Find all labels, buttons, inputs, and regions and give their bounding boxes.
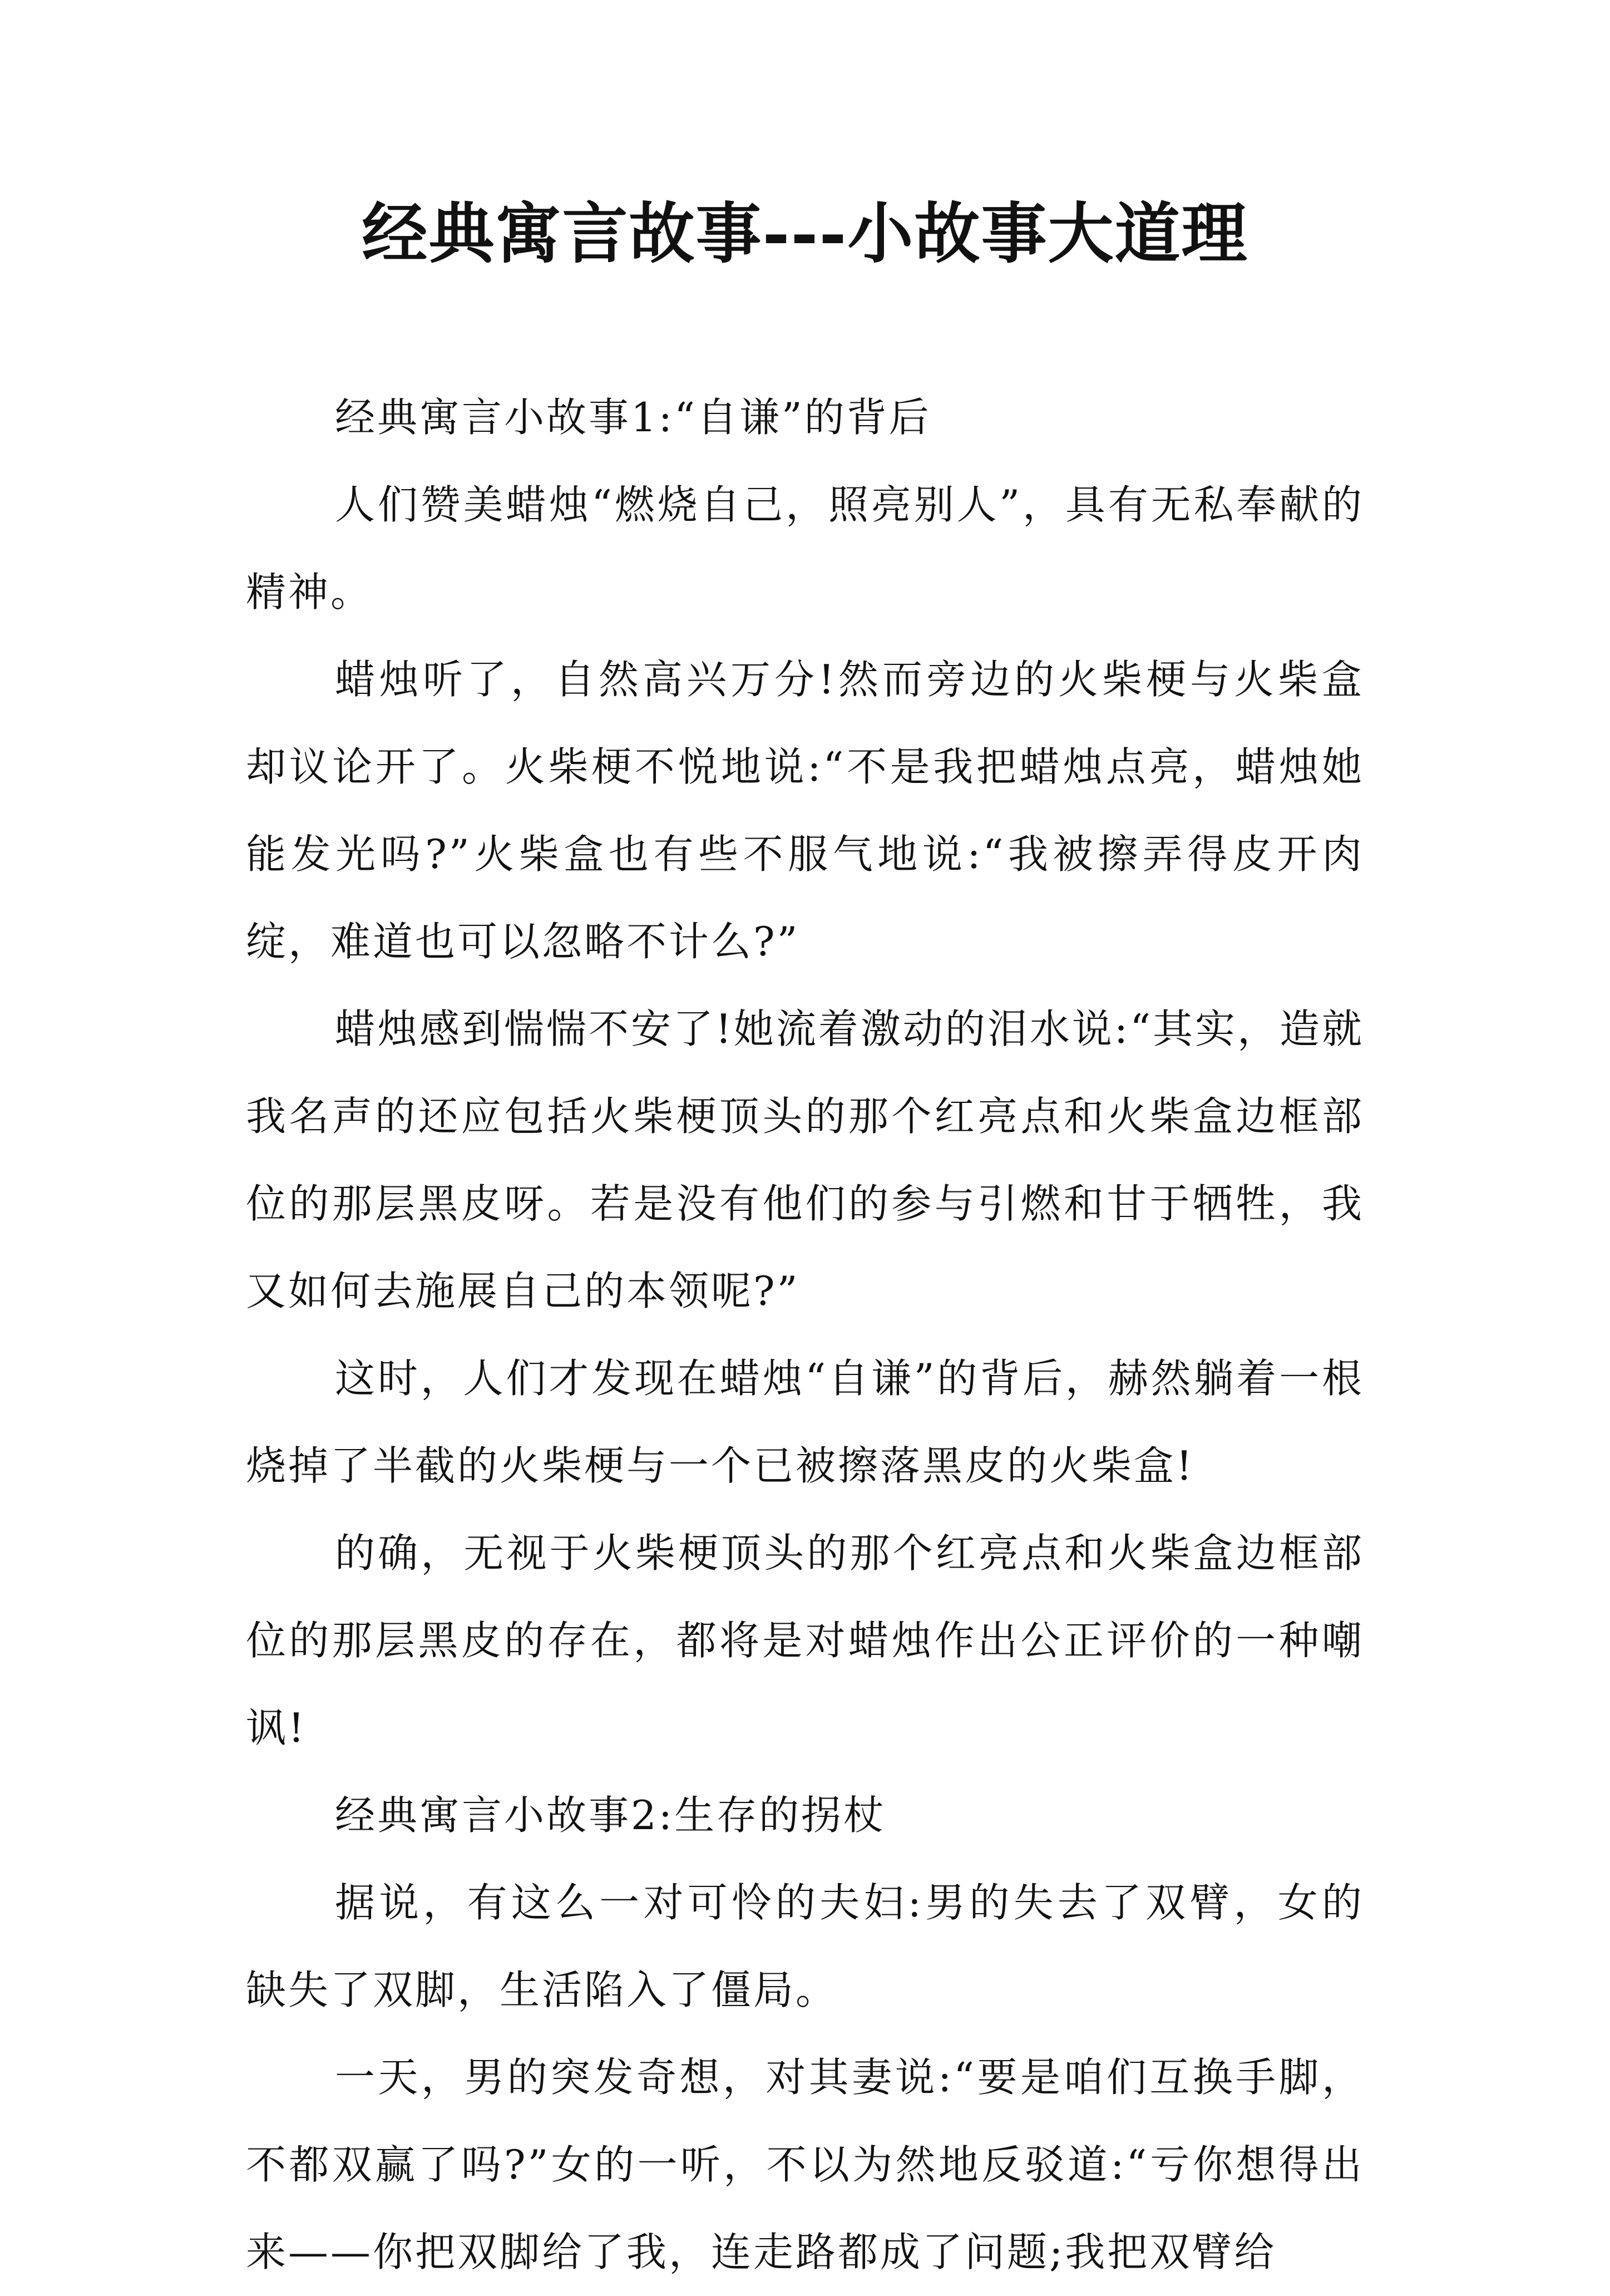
paragraph: 一天，男的突发奇想，对其妻说:“要是咱们互换手脚，不都双赢了吗?”女的一听，不以为然地反驳道:“亏你想得出来——你把双脚给了我，连走路都成了问题;我把双臂给: [246, 2054, 1364, 2275]
paragraph: 的确，无视于火柴梗顶头的那个红亮点和火柴盒边框部位的那层黑皮的存在，都将是对蜡烛作出公正评价的一种嘲讽!: [246, 1530, 1364, 1751]
document-title: 经典寓言故事---小故事大道理: [362, 195, 1248, 272]
paragraph: 这时，人们才发现在蜡烛“自谦”的背后，赫然躺着一根烧掉了半截的火柴梗与一个已被擦落黑皮的火柴盒!: [246, 1355, 1364, 1489]
paragraph: 蜡烛感到惴惴不安了!她流着激动的泪水说:“其实，造就我名声的还应包括火柴梗顶头的那个红亮点和火柴盒边框部位的那层黑皮呀。若是没有他们的参与引燃和甘于牺牲，我又如何去施展自己的本领呢?”: [246, 1006, 1365, 1314]
story-1-heading: 经典寓言小故事1:“自谦”的背后: [335, 394, 931, 441]
paragraph: 人们赞美蜡烛“燃烧自己，照亮别人”，具有无私奉献的精神。: [246, 481, 1364, 615]
paragraph: 据说，有这么一对可怜的夫妇:男的失去了双臂，女的缺失了双脚，生活陷入了僵局。: [246, 1879, 1364, 2013]
paragraph: 蜡烛听了，自然高兴万分!然而旁边的火柴梗与火柴盒却议论开了。火柴梗不悦地说:“不是我把蜡烛点亮，蜡烛她能发光吗?”火柴盒也有些不服气地说:“我被擦弄得皮开肉绽，难道也可以忽略不计么?”: [246, 656, 1364, 965]
document-body: [246, 374, 1364, 2296]
story-2-heading: 经典寓言小故事2:生存的拐杖: [335, 1792, 886, 1839]
